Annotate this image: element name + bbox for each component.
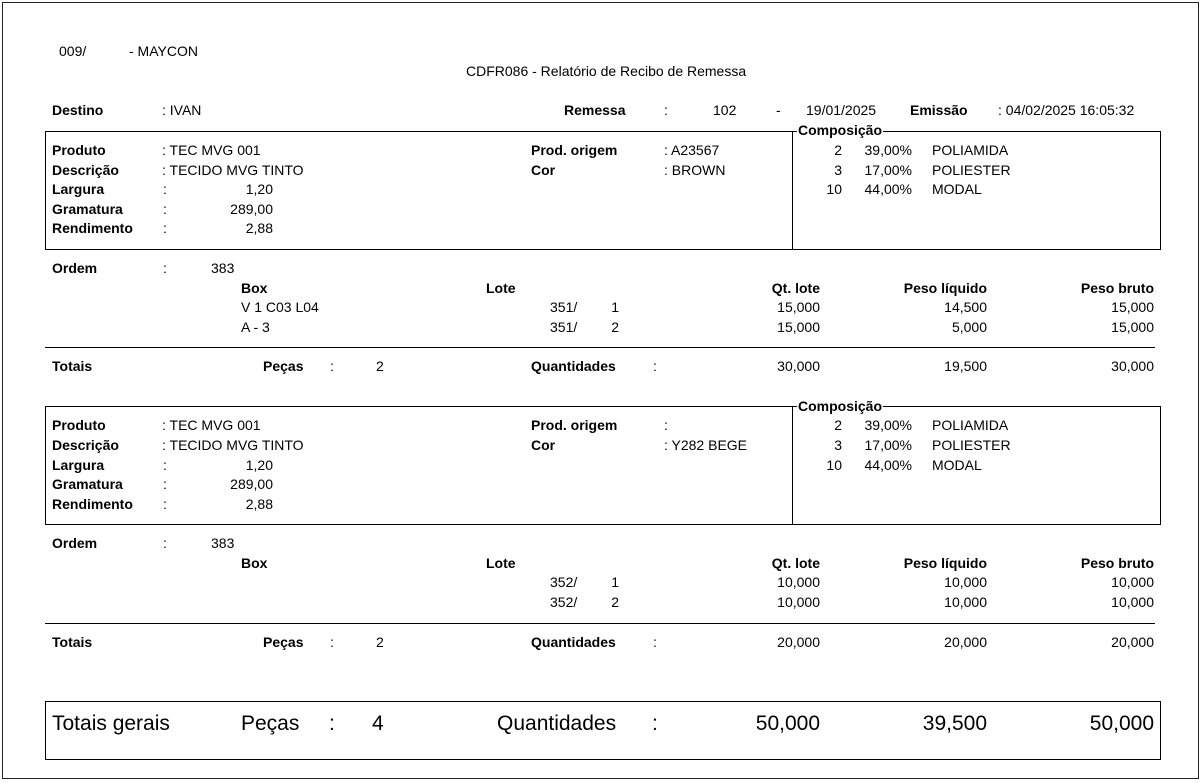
row-box: V 1 C03 L04 (241, 299, 319, 315)
rendimento-value-1: 2,88 (245, 220, 273, 236)
colon: : (330, 358, 334, 374)
grand-totals-label: Totais gerais (52, 712, 170, 735)
comp-seq: 3 (834, 437, 842, 453)
peso-bruto-header-2: Peso bruto (1080, 555, 1154, 571)
qt-lote-header-2: Qt. lote (771, 555, 820, 571)
grand-total-peso-liquido: 39,500 (922, 712, 987, 735)
descricao-value-1: : TECIDO MVG TINTO (162, 162, 304, 178)
row-peso-bruto: 10,000 (1111, 594, 1154, 610)
rendimento-label-2: Rendimento (52, 496, 133, 512)
remessa-colon: : (664, 102, 668, 118)
colon: : (653, 634, 657, 650)
largura-value-2: 1,20 (245, 457, 273, 473)
colon: : (163, 457, 167, 473)
pecas-label-2: Peças (263, 634, 304, 650)
row-box: A - 3 (241, 319, 270, 335)
remessa-dash: - (776, 102, 781, 118)
colon: : (653, 358, 657, 374)
prod-origem-value-1: : A23567 (664, 142, 720, 158)
colon: : (330, 634, 334, 650)
gramatura-value-2: 289,00 (230, 476, 273, 492)
remessa-date: 19/01/2025 (806, 102, 877, 118)
produto-value-1: : TEC MVG 001 (162, 142, 261, 158)
cor-label-1: Cor (531, 162, 556, 178)
comp-pct: 44,00% (864, 457, 912, 473)
total-qt-1: 30,000 (777, 358, 820, 374)
pecas-value-2: 2 (376, 634, 384, 650)
total-peso-liquido-2: 20,000 (944, 634, 987, 650)
largura-value-1: 1,20 (245, 181, 273, 197)
descricao-label-2: Descrição (52, 437, 119, 453)
comp-name: POLIAMIDA (932, 417, 1009, 433)
emissao-value: : 04/02/2025 16:05:32 (998, 102, 1135, 118)
row-lote-seq: 2 (611, 319, 619, 335)
comp-pct: 39,00% (864, 142, 912, 158)
company-code: 009/ (59, 43, 87, 59)
emissao-label: Emissão (910, 102, 968, 118)
comp-seq: 10 (826, 181, 842, 197)
colon: : (163, 535, 167, 551)
comp-name: POLIESTER (932, 162, 1011, 178)
comp-pct: 44,00% (864, 181, 912, 197)
comp-seq: 2 (834, 417, 842, 433)
row-peso-liquido: 14,500 (944, 299, 987, 315)
descricao-label-1: Descrição (52, 162, 119, 178)
produto-label-2: Produto (52, 417, 106, 433)
qt-lote-header-1: Qt. lote (771, 280, 820, 296)
row-lote-seq: 1 (611, 299, 619, 315)
box-header-1: Box (241, 280, 268, 296)
report-page (2, 2, 1199, 779)
remessa-number: 102 (713, 102, 737, 118)
row-peso-liquido: 5,000 (951, 319, 987, 335)
peso-bruto-header-1: Peso bruto (1080, 280, 1154, 296)
total-qt-2: 20,000 (777, 634, 820, 650)
grand-pecas-value: 4 (372, 712, 384, 735)
row-lote: 352/ (550, 594, 578, 610)
pecas-label-1: Peças (263, 358, 304, 374)
row-peso-bruto: 10,000 (1111, 574, 1154, 590)
destino-label: Destino (52, 102, 104, 118)
grand-pecas-colon: : (329, 712, 335, 735)
destino-value: : IVAN (162, 102, 202, 118)
comp-name: POLIAMIDA (932, 142, 1009, 158)
rendimento-label-1: Rendimento (52, 220, 133, 236)
grand-pecas-label: Peças (241, 712, 300, 735)
quantidades-label-2: Quantidades (531, 634, 616, 650)
remessa-label: Remessa (564, 102, 626, 118)
row-lote-seq: 2 (611, 594, 619, 610)
quantidades-label-1: Quantidades (531, 358, 616, 374)
pecas-value-1: 2 (376, 358, 384, 374)
largura-label-1: Largura (52, 181, 105, 197)
gramatura-label-1: Gramatura (52, 201, 123, 217)
product-box-divider-2 (792, 406, 793, 525)
prod-origem-label-1: Prod. origem (531, 142, 618, 158)
comp-name: POLIESTER (932, 437, 1011, 453)
gramatura-value-1: 289,00 (230, 201, 273, 217)
cor-value-2: : Y282 BEGE (664, 437, 748, 453)
colon: : (163, 201, 167, 217)
totals-divider-1 (45, 347, 1155, 348)
colon: : (163, 476, 167, 492)
peso-liquido-header-1: Peso líquido (903, 280, 987, 296)
rendimento-value-2: 2,88 (245, 496, 273, 512)
product-box-divider-1 (792, 131, 793, 250)
lote-header-1: Lote (486, 280, 516, 296)
ordem-value-2: 383 (211, 535, 235, 551)
totais-label-1: Totais (52, 358, 93, 374)
ordem-label-1: Ordem (52, 260, 98, 276)
totais-label-2: Totais (52, 634, 93, 650)
total-peso-liquido-1: 19,500 (944, 358, 987, 374)
comp-name: MODAL (932, 457, 982, 473)
comp-pct: 17,00% (864, 162, 912, 178)
box-header-2: Box (241, 555, 268, 571)
prod-origem-label-2: Prod. origem (531, 417, 618, 433)
grand-total-qt: 50,000 (755, 712, 820, 735)
user-name: - MAYCON (129, 43, 198, 59)
largura-label-2: Largura (52, 457, 105, 473)
comp-seq: 10 (826, 457, 842, 473)
grand-quantidades-label: Quantidades (497, 712, 617, 735)
row-peso-bruto: 15,000 (1111, 299, 1154, 315)
descricao-value-2: : TECIDO MVG TINTO (162, 437, 304, 453)
row-peso-bruto: 15,000 (1111, 319, 1154, 335)
colon: : (163, 181, 167, 197)
produto-value-2: : TEC MVG 001 (162, 417, 261, 433)
row-lote: 351/ (550, 319, 578, 335)
composicao-label-2: Composição (798, 398, 883, 414)
report-title: CDFR086 - Relatório de Recibo de Remessa (466, 63, 747, 79)
total-peso-bruto-2: 20,000 (1111, 634, 1154, 650)
gramatura-label-2: Gramatura (52, 476, 123, 492)
prod-origem-value-2: : (664, 417, 668, 433)
row-peso-liquido: 10,000 (944, 574, 987, 590)
grand-total-peso-bruto: 50,000 (1089, 712, 1154, 735)
ordem-value-1: 383 (211, 260, 235, 276)
comp-seq: 2 (834, 142, 842, 158)
row-qt-lote: 15,000 (777, 299, 820, 315)
totals-divider-2 (45, 623, 1155, 624)
peso-liquido-header-2: Peso líquido (903, 555, 987, 571)
comp-seq: 3 (834, 162, 842, 178)
comp-pct: 39,00% (864, 417, 912, 433)
row-lote: 351/ (550, 299, 578, 315)
comp-pct: 17,00% (864, 437, 912, 453)
row-qt-lote: 15,000 (777, 319, 820, 335)
total-peso-bruto-1: 30,000 (1111, 358, 1154, 374)
lote-header-2: Lote (486, 555, 516, 571)
row-peso-liquido: 10,000 (944, 594, 987, 610)
colon: : (163, 220, 167, 236)
colon: : (163, 496, 167, 512)
row-qt-lote: 10,000 (777, 594, 820, 610)
grand-quantidades-colon: : (652, 712, 658, 735)
comp-name: MODAL (932, 181, 982, 197)
composicao-label-1: Composição (798, 122, 883, 138)
cor-value-1: : BROWN (664, 162, 726, 178)
row-lote-seq: 1 (611, 574, 619, 590)
row-lote: 352/ (550, 574, 578, 590)
cor-label-2: Cor (531, 437, 556, 453)
colon: : (163, 260, 167, 276)
row-qt-lote: 10,000 (777, 574, 820, 590)
produto-label-1: Produto (52, 142, 106, 158)
ordem-label-2: Ordem (52, 535, 98, 551)
